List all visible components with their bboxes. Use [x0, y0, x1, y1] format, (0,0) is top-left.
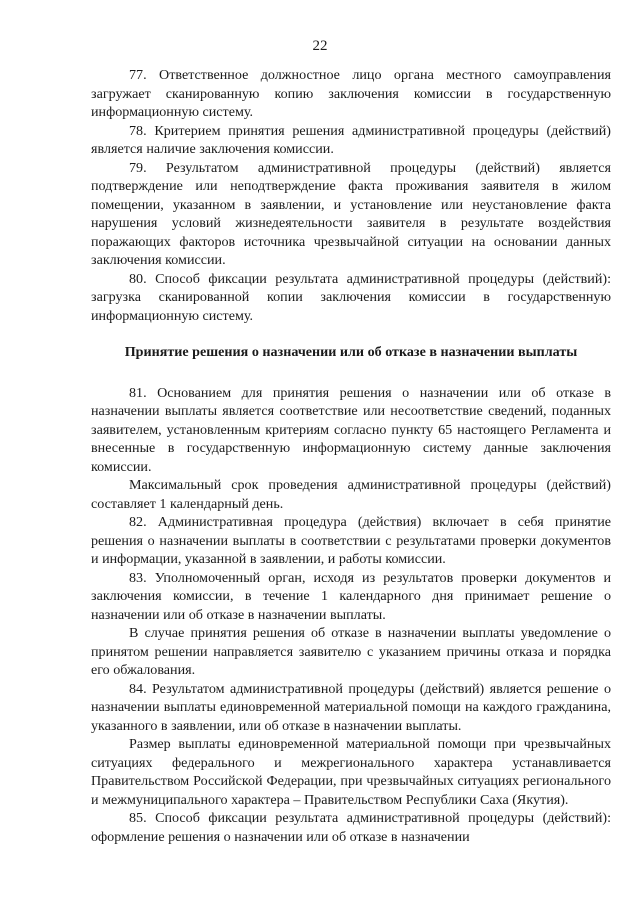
paragraph-84-amount: Размер выплаты единовременной материальной помощи при чрезвычайных ситуациях федерального и межрегионального характера устанавливается Правительством Российской Федерации, при чрезвычайных ситуациях регионального и межмуниципального характера – Правительством Республики Саха (Якутия).	[91, 736, 611, 808]
paragraph-81: 81. Основанием для принятия решения о назначении или об отказе в назначении выплаты является соответствие или несоответствие сведений, поданных заявителем, установленным критериям согласно пункту 65 настоящего Регламента и внесенные в государственную информационную систему данные заключения комиссии.	[91, 384, 611, 475]
paragraph-85: 85. Способ фиксации результата административной процедуры (действий): оформление решения о назначении или об отказе в назначении	[91, 810, 611, 845]
paragraph-82: 82. Административная процедура (действия) включает в себя принятие решения о назначении выплаты в соответствии с результатами проверки документов и информации, указанной в заявлении, и работы комиссии.	[91, 514, 611, 567]
paragraph-83-refusal: В случае принятия решения об отказе в назначении выплаты уведомление о принятом решении направляется заявителю с указанием причины отказа и порядка его обжалования.	[91, 625, 611, 678]
page-number: 22	[312, 38, 328, 54]
document-body	[91, 66, 611, 846]
paragraph-81-deadline: Максимальный срок проведения административной процедуры (действий) составляет 1 календарный день.	[91, 477, 611, 512]
paragraph-78: 78. Критерием принятия решения административной процедуры (действий) является наличие заключения комиссии.	[91, 122, 611, 157]
paragraph-77: 77. Ответственное должностное лицо органа местного самоуправления загружает сканированную копию заключения комиссии в государственную информационную систему.	[91, 67, 611, 120]
paragraph-79: 79. Результатом административной процедуры (действий) является подтверждение или неподтверждение факта проживания заявителя в жилом помещении, указанном в заявлении, и установление или неустановление факта нарушения условий жизнедеятельности заявителя в результате воздействия поражающих факторов источника чрезвычайной ситуации на основании данных заключения комиссии.	[91, 159, 611, 268]
paragraph-83: 83. Уполномоченный орган, исходя из результатов проверки документов и заключения комиссии, в течение 1 календарного дня принимает решение о назначении или об отказе в назначении выплаты.	[91, 569, 611, 623]
paragraph-80: 80. Способ фиксации результата административной процедуры (действий): загрузка сканированной копии заключения комиссии в государственную информационную систему.	[91, 270, 611, 324]
section-heading: Принятие решения о назначении или об отказе в назначении выплаты	[124, 344, 578, 360]
paragraph-84: 84. Результатом административной процедуры (действий) является решение о назначении выплаты единовременной материальной помощи на каждого гражданина, указанного в заявлении, или об отказе в назначении выплаты.	[91, 680, 611, 734]
